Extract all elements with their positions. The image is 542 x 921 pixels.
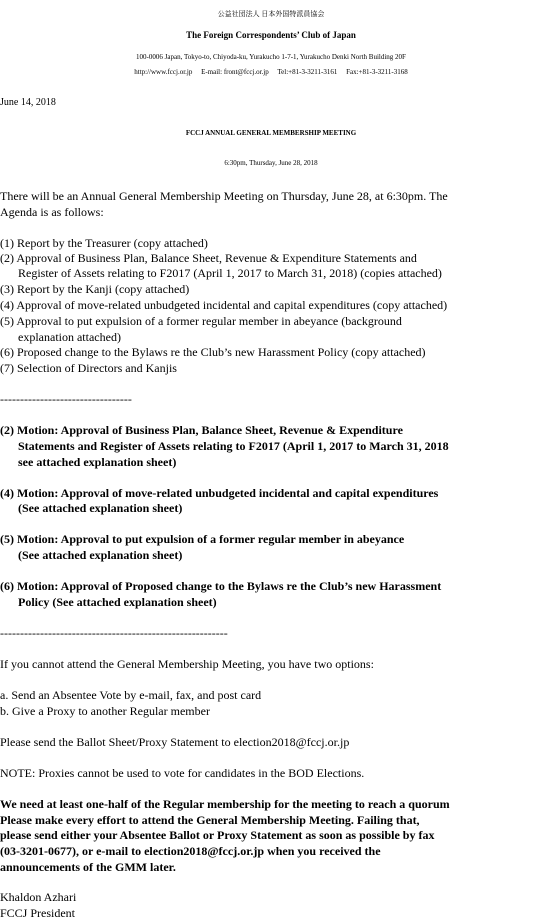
proxy-note: NOTE: Proxies cannot be used to vote for candidates in the BOD Elections. <box>0 766 365 780</box>
quorum-line: Please make every effort to attend the General Membership Meeting. Failing that, <box>0 813 420 827</box>
ballot-note: Please send the Ballot Sheet/Proxy Statement to election2018@fccj.or.jp <box>0 735 350 749</box>
quorum-line: We need at least one-half of the Regular membership for the meeting to reach a quorum <box>0 797 450 811</box>
motion-line: Statements and Register of Assets relating to F2017 (April 1, 2017 to March 31, 2018 <box>0 439 449 453</box>
agenda-item: (7) Selection of Directors and Kanjis <box>0 361 177 375</box>
club-contact: http://www.fccj.or.jp E-mail: front@fccj.or.jp Tel:+81-3-3211-3161 Fax:+81-3-3211-3168 <box>134 68 408 76</box>
motion-line: (See attached explanation sheet) <box>0 548 183 562</box>
motion-line: (See attached explanation sheet) <box>0 501 183 515</box>
signatory-name: Khaldon Azhari <box>0 890 77 904</box>
quorum-line: announcements of the GMM later. <box>0 860 176 874</box>
options-intro: If you cannot attend the General Membership Meeting, you have two options: <box>0 657 374 671</box>
option-item: a. Send an Absentee Vote by e-mail, fax, and post card <box>0 688 262 702</box>
option-item: b. Give a Proxy to another Regular member <box>0 704 210 718</box>
letter-date: June 14, 2018 <box>0 97 56 108</box>
agenda-item: (3) Report by the Kanji (copy attached) <box>0 282 190 296</box>
motion-line: (6) Motion: Approval of Proposed change to the Bylaws re the Club’s new Harassment <box>0 579 442 593</box>
motion-line: Policy (See attached explanation sheet) <box>0 595 217 609</box>
intro-line: Agenda is as follows: <box>0 205 104 219</box>
agenda-item: (6) Proposed change to the Bylaws re the Club’s new Harassment Policy (copy attached) <box>0 345 426 359</box>
club-address: 100-0006 Japan, Tokyo-to, Chiyoda-ku, Yurakucho 1-7-1, Yurakucho Denki North Building 20F <box>136 53 406 61</box>
club-name: The Foreign Correspondents’ Club of Japan <box>186 30 356 40</box>
intro-line: There will be an Annual General Membership Meeting on Thursday, June 28, at 6:30pm. The <box>0 189 448 203</box>
quorum-line: (03-3201-0677), or e-mail to election2018@fccj.or.jp when you received the <box>0 844 381 858</box>
signatory-role: FCCJ President <box>0 906 76 920</box>
separator-line: --------------------------------- <box>0 392 132 406</box>
motion-line: see attached explanation sheet) <box>0 455 177 469</box>
agenda-item: (5) Approval to put expulsion of a former regular member in abeyance (background <box>0 314 402 328</box>
separator-line: --------------------------------------------------------- <box>0 626 228 640</box>
agenda-item: explanation attached) <box>0 330 121 344</box>
quorum-line: please send either your Absentee Ballot or Proxy Statement as soon as possible by fax <box>0 828 435 842</box>
motion-line: (2) Motion: Approval of Business Plan, Balance Sheet, Revenue & Expenditure <box>0 423 403 437</box>
agenda-item: (2) Approval of Business Plan, Balance Sheet, Revenue & Expenditure Statements and <box>0 251 417 265</box>
org-name-japanese: 公益社団法人 日本外国特派員協会 <box>217 10 325 18</box>
motion-line: (5) Motion: Approval to put expulsion of a former regular member in abeyance <box>0 532 405 546</box>
meeting-datetime: 6:30pm, Thursday, June 28, 2018 <box>224 159 318 167</box>
meeting-title: FCCJ ANNUAL GENERAL MEMBERSHIP MEETING <box>185 129 357 137</box>
motion-line: (4) Motion: Approval of move-related unbudgeted incidental and capital expenditures <box>0 486 439 500</box>
agenda-item: (1) Report by the Treasurer (copy attached) <box>0 236 208 250</box>
agenda-item: Register of Assets relating to F2017 (April 1, 2017 to March 31, 2018) (copies attached) <box>0 266 442 280</box>
agenda-item: (4) Approval of move-related unbudgeted incidental and capital expenditures (copy attached) <box>0 298 448 312</box>
